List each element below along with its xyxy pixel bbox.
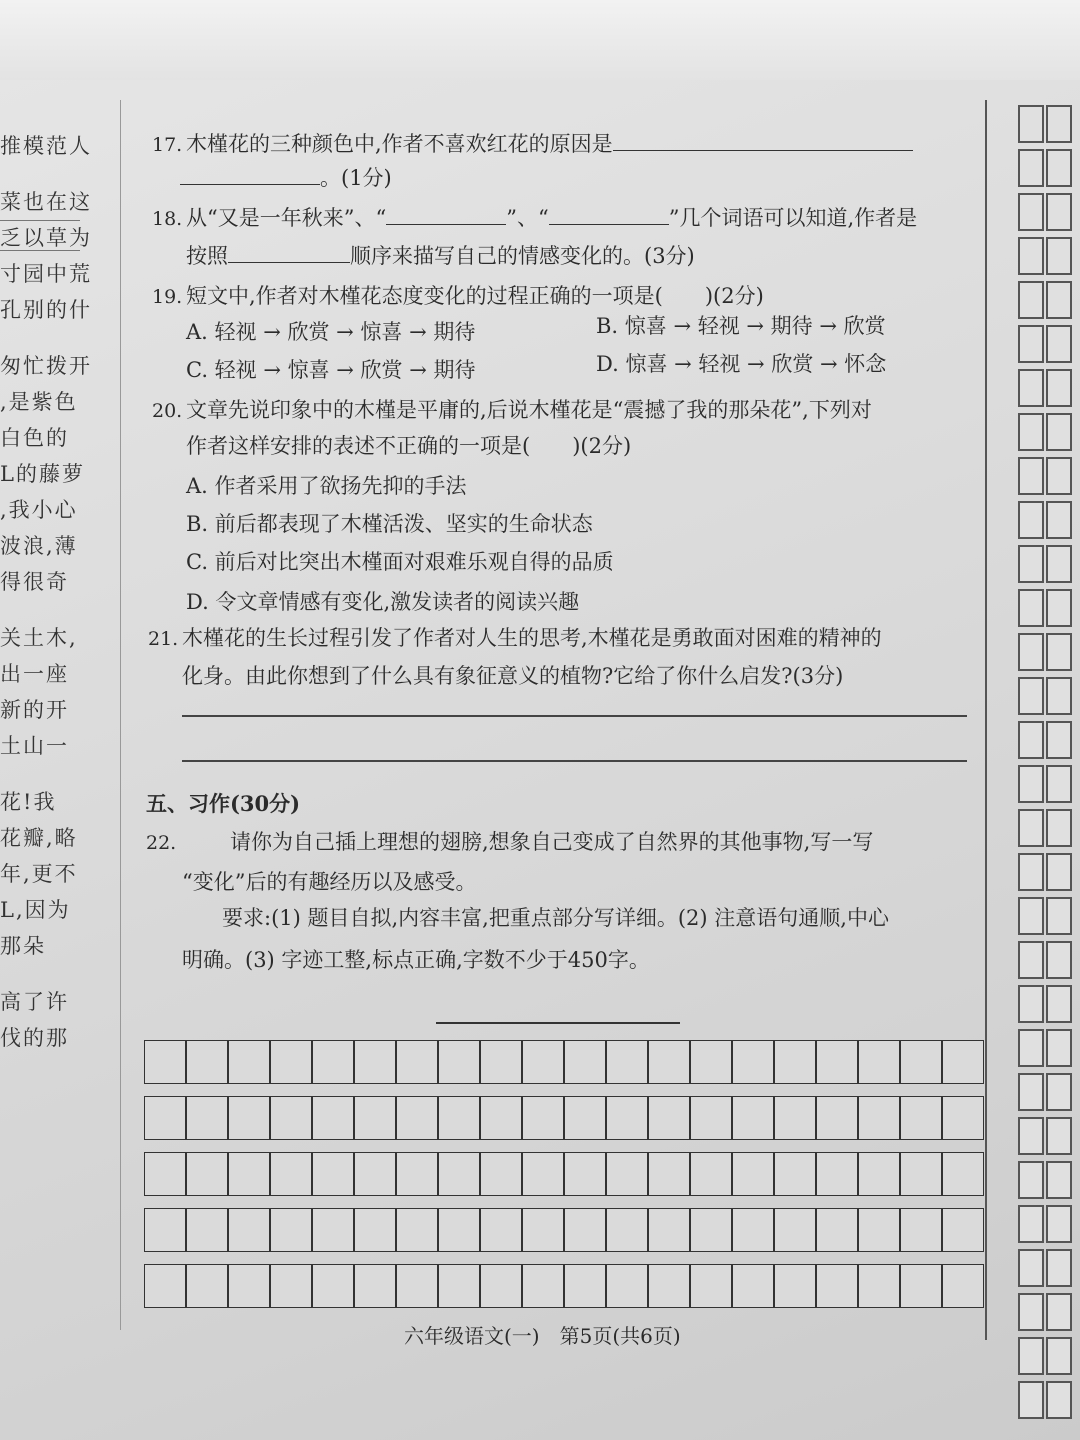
writing-grid-cell[interactable] — [354, 1040, 396, 1084]
left-fragment-rule — [0, 220, 80, 221]
q22-number: 22. — [146, 832, 177, 854]
writing-grid-cell[interactable] — [522, 1264, 564, 1308]
writing-grid-cell[interactable] — [480, 1096, 522, 1140]
q21-text-1: 木槿花的生长过程引发了作者对人生的思考,木槿花是勇敢面对困难的精神的 — [182, 626, 882, 650]
left-fragment-line: 匆忙拨开 — [0, 354, 92, 378]
writing-grid-cell[interactable] — [858, 1208, 900, 1252]
writing-grid-cell[interactable] — [606, 1040, 648, 1084]
right-grid-cell — [1046, 1337, 1072, 1375]
right-grid-cell — [1046, 545, 1072, 583]
writing-grid-cell[interactable] — [942, 1208, 984, 1252]
section-5-title: 五、习作(30分) — [146, 791, 301, 816]
writing-grid-cell[interactable] — [774, 1096, 816, 1140]
q19-stem — [152, 280, 764, 310]
right-grid-cell — [1018, 545, 1044, 583]
right-grid-cell — [1018, 369, 1044, 407]
right-grid-cell — [1018, 1205, 1044, 1243]
writing-grid-cell[interactable] — [396, 1152, 438, 1196]
right-grid-cell — [1046, 1029, 1072, 1067]
right-grid-cell — [1046, 413, 1072, 451]
writing-grid-cell[interactable] — [186, 1264, 228, 1308]
right-grid-cell — [1018, 941, 1044, 979]
writing-grid-cell[interactable] — [774, 1264, 816, 1308]
q20-option-d[interactable]: D. 令文章情感有变化,激发读者的阅读兴趣 — [186, 590, 580, 614]
right-grid-cell — [1046, 369, 1072, 407]
right-grid-cell — [1018, 1073, 1044, 1111]
writing-grid-cell[interactable] — [732, 1152, 774, 1196]
writing-grid-cell[interactable] — [186, 1040, 228, 1084]
writing-grid-cell[interactable] — [564, 1264, 606, 1308]
right-grid-cell — [1046, 1073, 1072, 1111]
writing-grid-cell[interactable] — [228, 1264, 270, 1308]
q19-option-c[interactable]: C. 轻视 → 惊喜 → 欣赏 → 期待 — [186, 358, 476, 382]
left-fragment-line: 白色的 — [0, 426, 69, 450]
writing-grid-cell[interactable] — [144, 1096, 186, 1140]
right-grid-cell — [1018, 1381, 1044, 1419]
q20-text-1: 文章先说印象中的木槿是平庸的,后说木槿花是“震撼了我的那朵花”,下列对 — [186, 398, 872, 422]
q21-number: 21. — [148, 628, 179, 650]
left-fragment-line: 高了许 — [0, 990, 69, 1014]
right-grid-cell — [1018, 633, 1044, 671]
writing-grid-cell[interactable] — [648, 1264, 690, 1308]
writing-grid-cell[interactable] — [942, 1096, 984, 1140]
q18-line2-pre: 按照 — [186, 244, 228, 268]
writing-grid-cell[interactable] — [900, 1040, 942, 1084]
q20-line1 — [152, 394, 872, 424]
left-fragment-line: 孔别的什 — [0, 298, 92, 322]
writing-grid-cell[interactable] — [648, 1040, 690, 1084]
q18-blank-2[interactable] — [549, 204, 669, 225]
q21-answer-line-1[interactable] — [182, 715, 967, 717]
writing-grid-cell[interactable] — [690, 1096, 732, 1140]
writing-grid-cell[interactable] — [900, 1152, 942, 1196]
right-grid-cell — [1018, 1117, 1044, 1155]
q22-line2: “变化”后的有趣经历以及感受。 — [182, 870, 477, 894]
writing-grid-cell[interactable] — [900, 1096, 942, 1140]
right-grid-cell — [1046, 1381, 1072, 1419]
q17-answer-blank-2[interactable] — [180, 164, 320, 185]
writing-grid-cell[interactable] — [480, 1040, 522, 1084]
writing-grid-cell[interactable] — [144, 1264, 186, 1308]
writing-grid-cell[interactable] — [690, 1208, 732, 1252]
writing-grid-cell[interactable] — [228, 1040, 270, 1084]
q19-option-d[interactable]: D. 惊喜 → 轻视 → 欣赏 → 怀念 — [596, 352, 887, 376]
writing-grid-cell[interactable] — [858, 1096, 900, 1140]
writing-grid-cell[interactable] — [564, 1208, 606, 1252]
q19-number: 19. — [152, 286, 183, 308]
q19-option-a[interactable]: A. 轻视 → 欣赏 → 惊喜 → 期待 — [186, 320, 476, 344]
writing-grid-cell[interactable] — [774, 1208, 816, 1252]
left-fragment-line: 伐的那 — [0, 1026, 69, 1050]
right-grid-cell — [1046, 897, 1072, 935]
left-fragment-line: 新的开 — [0, 698, 69, 722]
writing-grid-cell[interactable] — [564, 1152, 606, 1196]
writing-grid-cell[interactable] — [732, 1040, 774, 1084]
right-grid-cell — [1046, 1161, 1072, 1199]
writing-grid-cell[interactable] — [312, 1208, 354, 1252]
writing-grid-cell[interactable] — [522, 1152, 564, 1196]
writing-grid-cell[interactable] — [354, 1264, 396, 1308]
writing-grid-cell[interactable] — [228, 1096, 270, 1140]
right-grid-cell — [1046, 193, 1072, 231]
writing-grid-cell[interactable] — [774, 1040, 816, 1084]
writing-grid-cell[interactable] — [396, 1096, 438, 1140]
right-grid-cell — [1018, 677, 1044, 715]
writing-grid-cell[interactable] — [396, 1208, 438, 1252]
q20-option-a[interactable]: A. 作者采用了欲扬先抑的手法 — [186, 474, 467, 498]
writing-grid-cell[interactable] — [270, 1208, 312, 1252]
writing-grid-cell[interactable] — [270, 1152, 312, 1196]
right-grid-cell — [1018, 501, 1044, 539]
writing-grid-cell[interactable] — [858, 1152, 900, 1196]
q18-blank-1[interactable] — [386, 204, 506, 225]
right-grid-cell — [1046, 941, 1072, 979]
right-grid-cell — [1046, 1117, 1072, 1155]
q22-requirement-1: 要求:(1) 题目自拟,内容丰富,把重点部分写详细。(2) 注意语句通顺,中心 — [222, 906, 889, 930]
left-fragment-line: 推模范人 — [0, 134, 92, 158]
writing-grid-cell[interactable] — [648, 1152, 690, 1196]
writing-grid-cell[interactable] — [690, 1040, 732, 1084]
left-fragment-line: 关土木, — [0, 626, 78, 650]
writing-grid-row — [144, 1152, 984, 1196]
writing-grid-cell[interactable] — [732, 1208, 774, 1252]
right-grid-cell — [1046, 985, 1072, 1023]
writing-grid-cell[interactable] — [312, 1264, 354, 1308]
writing-grid-cell[interactable] — [312, 1152, 354, 1196]
q17-line2 — [180, 162, 392, 192]
right-grid-cell — [1046, 237, 1072, 275]
left-fragment-line: 那朵 — [0, 934, 46, 958]
right-grid-cell — [1018, 589, 1044, 627]
right-grid-cell — [1046, 765, 1072, 803]
writing-grid-cell[interactable] — [312, 1040, 354, 1084]
left-fragment-line: 乏以草为 — [0, 226, 92, 250]
question-content — [140, 0, 990, 1440]
writing-grid-cell[interactable] — [480, 1264, 522, 1308]
writing-grid-cell[interactable] — [900, 1264, 942, 1308]
left-fragment-line: 菜也在这 — [0, 190, 92, 214]
right-grid-cell — [1046, 809, 1072, 847]
writing-grid-cell[interactable] — [816, 1264, 858, 1308]
q18-pre: 从“又是一年秋来”、“ — [186, 206, 387, 230]
left-fragment-line: 土山一 — [0, 734, 69, 758]
left-page-fragment — [0, 90, 118, 1420]
writing-grid-cell[interactable] — [396, 1040, 438, 1084]
right-grid-cell — [1018, 193, 1044, 231]
q18-post: ”几个词语可以知道,作者是 — [668, 206, 918, 230]
right-grid-cell — [1018, 721, 1044, 759]
left-fragment-line: 年,更不 — [0, 862, 78, 886]
q20-option-b[interactable]: B. 前后都表现了木槿活泼、坚实的生命状态 — [186, 512, 593, 536]
writing-grid-cell[interactable] — [228, 1208, 270, 1252]
writing-grid-cell[interactable] — [816, 1096, 858, 1140]
q20-number: 20. — [152, 400, 183, 422]
writing-grid-cell[interactable] — [942, 1152, 984, 1196]
q20-option-c[interactable]: C. 前后对比突出木槿面对艰难乐观自得的品质 — [186, 550, 614, 574]
writing-grid-cell[interactable] — [354, 1152, 396, 1196]
writing-grid-cell[interactable] — [690, 1152, 732, 1196]
writing-grid-cell[interactable] — [816, 1208, 858, 1252]
left-fragment-line: 花!我 — [0, 790, 57, 814]
right-grid-cell — [1018, 809, 1044, 847]
right-grid-cell — [1046, 501, 1072, 539]
right-grid-cell — [1018, 897, 1044, 935]
writing-grid-cell[interactable] — [354, 1208, 396, 1252]
writing-grid-cell[interactable] — [228, 1152, 270, 1196]
writing-grid-cell[interactable] — [858, 1264, 900, 1308]
writing-grid-cell[interactable] — [732, 1264, 774, 1308]
writing-grid-cell[interactable] — [438, 1040, 480, 1084]
writing-grid-cell[interactable] — [270, 1264, 312, 1308]
writing-grid-cell[interactable] — [648, 1096, 690, 1140]
q18-number: 18. — [152, 208, 183, 230]
writing-grid-cell[interactable] — [606, 1208, 648, 1252]
q17-line1 — [152, 128, 913, 158]
writing-grid-cell[interactable] — [438, 1208, 480, 1252]
right-grid-cell — [1046, 457, 1072, 495]
left-fragment-line: L,因为 — [0, 898, 71, 922]
right-grid-cell — [1018, 105, 1044, 143]
writing-grid-cell[interactable] — [354, 1096, 396, 1140]
writing-grid-cell[interactable] — [438, 1264, 480, 1308]
writing-grid-cell[interactable] — [900, 1208, 942, 1252]
writing-grid-cell[interactable] — [396, 1264, 438, 1308]
writing-grid-cell[interactable] — [564, 1040, 606, 1084]
q18-line2-post: 顺序来描写自己的情感变化的。(3分) — [350, 244, 695, 268]
writing-grid-cell[interactable] — [522, 1208, 564, 1252]
right-grid-cell — [1018, 325, 1044, 363]
right-grid-cell — [1018, 765, 1044, 803]
right-grid-cell — [1018, 1029, 1044, 1067]
left-fragment-rule — [0, 250, 80, 251]
right-grid-cell — [1018, 853, 1044, 891]
q22-line1 — [146, 826, 873, 856]
right-grid-cell — [1018, 1161, 1044, 1199]
writing-grid-cell[interactable] — [144, 1152, 186, 1196]
right-grid-cell — [1046, 1293, 1072, 1331]
right-grid-cell — [1046, 149, 1072, 187]
left-fragment-line: ,我小心 — [0, 498, 78, 522]
right-grid-cell — [1046, 105, 1072, 143]
writing-grid-cell[interactable] — [270, 1040, 312, 1084]
q18-line1 — [152, 202, 917, 232]
right-grid-cell — [1046, 1249, 1072, 1287]
writing-grid-cell[interactable] — [942, 1264, 984, 1308]
writing-grid-cell[interactable] — [186, 1096, 228, 1140]
right-grid-cell — [1018, 457, 1044, 495]
right-grid-cell — [1018, 1249, 1044, 1287]
right-grid-cell — [1018, 237, 1044, 275]
writing-grid-cell[interactable] — [816, 1040, 858, 1084]
right-grid-cell — [1046, 281, 1072, 319]
left-fragment-line: ,是紫色 — [0, 390, 78, 414]
writing-grid-row — [144, 1264, 984, 1308]
right-grid-cell — [1046, 1205, 1072, 1243]
right-grid-cell — [1046, 633, 1072, 671]
q20-line2: 作者这样安排的表述不正确的一项是( )(2分) — [186, 434, 632, 458]
q22-text-1: 请你为自己插上理想的翅膀,想象自己变成了自然界的其他事物,写一写 — [230, 830, 874, 854]
writing-grid-cell[interactable] — [774, 1152, 816, 1196]
q17-tail: 。(1分) — [320, 166, 392, 190]
writing-grid-cell[interactable] — [438, 1096, 480, 1140]
writing-grid-cell[interactable] — [690, 1264, 732, 1308]
right-grid-cell — [1018, 149, 1044, 187]
left-fold-line — [120, 100, 121, 1330]
right-grid-cell — [1018, 413, 1044, 451]
right-grid-cell — [1018, 1293, 1044, 1331]
right-grid-cell — [1046, 589, 1072, 627]
right-grid-cell — [1018, 985, 1044, 1023]
left-fragment-line: L的藤萝 — [0, 462, 85, 486]
essay-title-line[interactable] — [436, 1022, 680, 1024]
q21-line2: 化身。由此你想到了什么具有象征意义的植物?它给了你什么启发?(3分) — [182, 664, 844, 688]
writing-grid-cell[interactable] — [480, 1152, 522, 1196]
right-page-grid-fragment — [1010, 95, 1080, 1425]
writing-grid-cell[interactable] — [942, 1040, 984, 1084]
writing-grid-row — [144, 1208, 984, 1252]
writing-grid-cell[interactable] — [186, 1208, 228, 1252]
left-fragment-line: 寸园中荒 — [0, 262, 92, 286]
left-fragment-line: 花瓣,略 — [0, 826, 78, 850]
left-fragment-line: 出一座 — [0, 662, 69, 686]
writing-grid-cell[interactable] — [606, 1264, 648, 1308]
right-grid-cell — [1018, 281, 1044, 319]
writing-grid-cell[interactable] — [858, 1040, 900, 1084]
q18-blank-3[interactable] — [228, 242, 350, 263]
q17-answer-blank[interactable] — [613, 130, 913, 151]
writing-grid-cell[interactable] — [564, 1096, 606, 1140]
writing-grid-cell[interactable] — [732, 1096, 774, 1140]
writing-grid-cell[interactable] — [144, 1040, 186, 1084]
writing-grid-cell[interactable] — [438, 1152, 480, 1196]
left-fragment-line: 得很奇 — [0, 570, 69, 594]
q19-option-b[interactable]: B. 惊喜 → 轻视 → 期待 → 欣赏 — [596, 314, 886, 338]
writing-grid-cell[interactable] — [312, 1096, 354, 1140]
right-grid-cell — [1018, 1337, 1044, 1375]
q18-mid: ”、“ — [506, 206, 549, 230]
right-grid-cell — [1046, 325, 1072, 363]
writing-grid-row — [144, 1096, 984, 1140]
writing-grid-cell[interactable] — [186, 1152, 228, 1196]
writing-grid-row — [144, 1040, 984, 1084]
q19-text: 短文中,作者对木槿花态度变化的过程正确的一项是( )(2分) — [186, 284, 764, 308]
writing-grid-cell[interactable] — [522, 1096, 564, 1140]
q17-text: 木槿花的三种颜色中,作者不喜欢红花的原因是 — [186, 132, 613, 156]
q18-line2 — [186, 240, 695, 270]
q21-line1 — [148, 622, 882, 652]
writing-grid-cell[interactable] — [816, 1152, 858, 1196]
writing-grid-cell[interactable] — [270, 1096, 312, 1140]
left-fragment-line: 波浪,薄 — [0, 534, 78, 558]
right-grid-cell — [1046, 853, 1072, 891]
page-footer: 六年级语文(一) 第5页(共6页) — [404, 1324, 681, 1348]
q21-answer-line-2[interactable] — [182, 760, 967, 762]
writing-grid-cell[interactable] — [480, 1208, 522, 1252]
q17-number: 17. — [152, 134, 183, 156]
writing-grid-cell[interactable] — [522, 1040, 564, 1084]
writing-grid-cell[interactable] — [606, 1152, 648, 1196]
writing-grid-cell[interactable] — [606, 1096, 648, 1140]
right-grid-cell — [1046, 721, 1072, 759]
writing-grid-cell[interactable] — [144, 1208, 186, 1252]
q22-requirement-2: 明确。(3) 字迹工整,标点正确,字数不少于450字。 — [182, 948, 650, 972]
right-grid-cell — [1046, 677, 1072, 715]
essay-writing-grid[interactable] — [144, 1040, 992, 1310]
writing-grid-cell[interactable] — [648, 1208, 690, 1252]
